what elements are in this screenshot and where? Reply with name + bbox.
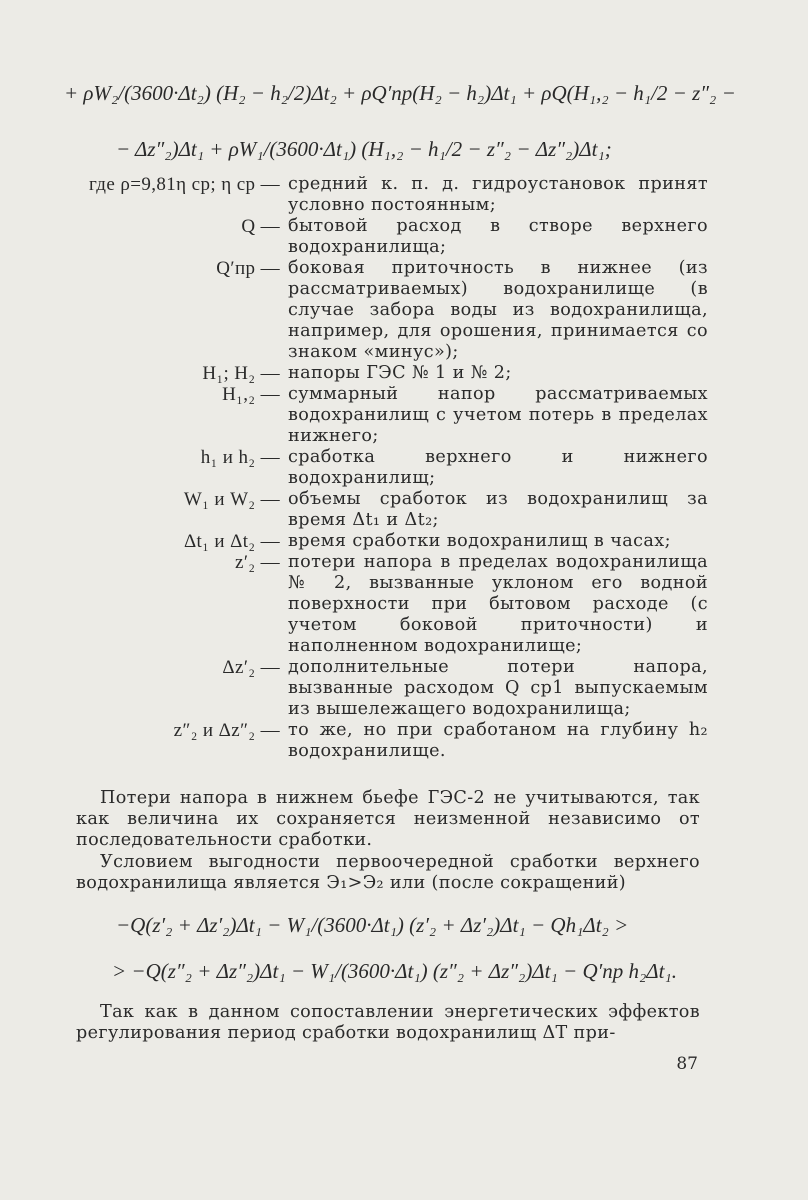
definition-row bbox=[76, 531, 708, 552]
definition-row bbox=[76, 447, 708, 489]
definition-row bbox=[76, 363, 708, 384]
formula-top-line-1: + ρW₂/(3600·Δt₂) (H₂ − h₂/2)Δt₂ + ρQ′пр(H₂ − h₂)Δt₁ + ρQ(H₁,₂ − h₁/2 − z″₂ − bbox=[64, 81, 736, 105]
definition-row bbox=[76, 384, 708, 447]
definition-symbol: W₁ и W₂ — bbox=[183, 489, 280, 510]
definition-symbol: где ρ=9,81η cp; η cp — bbox=[89, 174, 280, 195]
definition-symbol: Δt₁ и Δt₂ — bbox=[183, 531, 280, 552]
definition-symbol: H₁,₂ — bbox=[222, 384, 280, 405]
definition-text: то же, но при сработаном на глубину h₂ водохранилище. bbox=[288, 720, 708, 761]
definitions-list bbox=[76, 174, 708, 762]
definition-row bbox=[76, 258, 708, 363]
definition-symbol: Q — bbox=[241, 216, 280, 237]
definition-text: боковая приточность в нижнее (из рассматриваемых) водохранилище (в случае забора воды из водохранилища, например, для орошения, принимается со знаком «минус»); bbox=[288, 258, 708, 362]
paragraph-head-losses: Потери напора в нижнем бьефе ГЭС-2 не учитываются, так как величина их сохраняется неизменной независимо от последовательности сработки. bbox=[76, 788, 700, 850]
definition-text: потери напора в пределах водохранилища № 2, вызванные уклоном его водной поверхности при бытовом расходе (с учетом боковой приточности) и наполненном водохранилище; bbox=[288, 552, 708, 656]
definition-text: объемы сработок из водохранилищ за время Δt₁ и Δt₂; bbox=[288, 489, 708, 530]
definition-row bbox=[76, 552, 708, 657]
definition-text: средний к. п. д. гидроустановок принят условно постоянным; bbox=[288, 174, 708, 215]
definition-symbol: z″₂ и Δz″₂ — bbox=[173, 720, 280, 741]
definition-symbol: Q′пр — bbox=[216, 258, 280, 279]
definition-symbol: Δz′₂ — bbox=[222, 657, 280, 678]
definition-row bbox=[76, 216, 708, 258]
definition-symbol: z′₂ — bbox=[235, 552, 280, 573]
formula-bottom-line-1: −Q(z′₂ + Δz′₂)Δt₁ − W₁/(3600·Δt₁) (z′₂ + Δz′₂)Δt₁ − Qh₁Δt₂ > bbox=[116, 913, 629, 937]
definition-text: дополнительные потери напора, вызванные расходом Q cp1 выпускаемым из вышележащего водохранилища; bbox=[288, 657, 708, 719]
definition-text: сработка верхнего и нижнего водохранилищ; bbox=[288, 447, 708, 488]
definition-text: бытовой расход в створе верхнего водохранилища; bbox=[288, 216, 708, 257]
definition-symbol: H₁; H₂ — bbox=[202, 363, 280, 384]
definition-row bbox=[76, 720, 708, 762]
formula-bottom-line-2: > −Q(z″₂ + Δz″₂)Δt₁ − W₁/(3600·Δt₁) (z″₂ + Δz″₂)Δt₁ − Q′пр h₂Δt₁. bbox=[112, 959, 677, 983]
definition-row bbox=[76, 174, 708, 216]
paragraph-condition: Условием выгодности первоочередной сработки верхнего водохранилища является Э₁>Э₂ или (после сокращений) bbox=[76, 852, 700, 893]
formula-top-line-2: − Δz″₂)Δt₁ + ρW₁/(3600·Δt₁) (H₁,₂ − h₁/2 − z″₂ − Δz″₂)Δt₁; bbox=[116, 137, 612, 161]
paragraph-comparison: Так как в данном сопоставлении энергетических эффектов регулирования период сработки водохранилищ ΔT при- bbox=[76, 1002, 700, 1043]
definition-row bbox=[76, 489, 708, 531]
definition-text: суммарный напор рассматриваемых водохранилищ с учетом потерь в пределах нижнего; bbox=[288, 384, 708, 446]
definition-text: напоры ГЭС № 1 и № 2; bbox=[288, 363, 512, 383]
definition-row bbox=[76, 657, 708, 720]
page-number: 87 bbox=[676, 1054, 698, 1074]
definition-text: время сработки водохранилищ в часах; bbox=[288, 531, 671, 551]
definition-symbol: h₁ и h₂ — bbox=[200, 447, 280, 468]
